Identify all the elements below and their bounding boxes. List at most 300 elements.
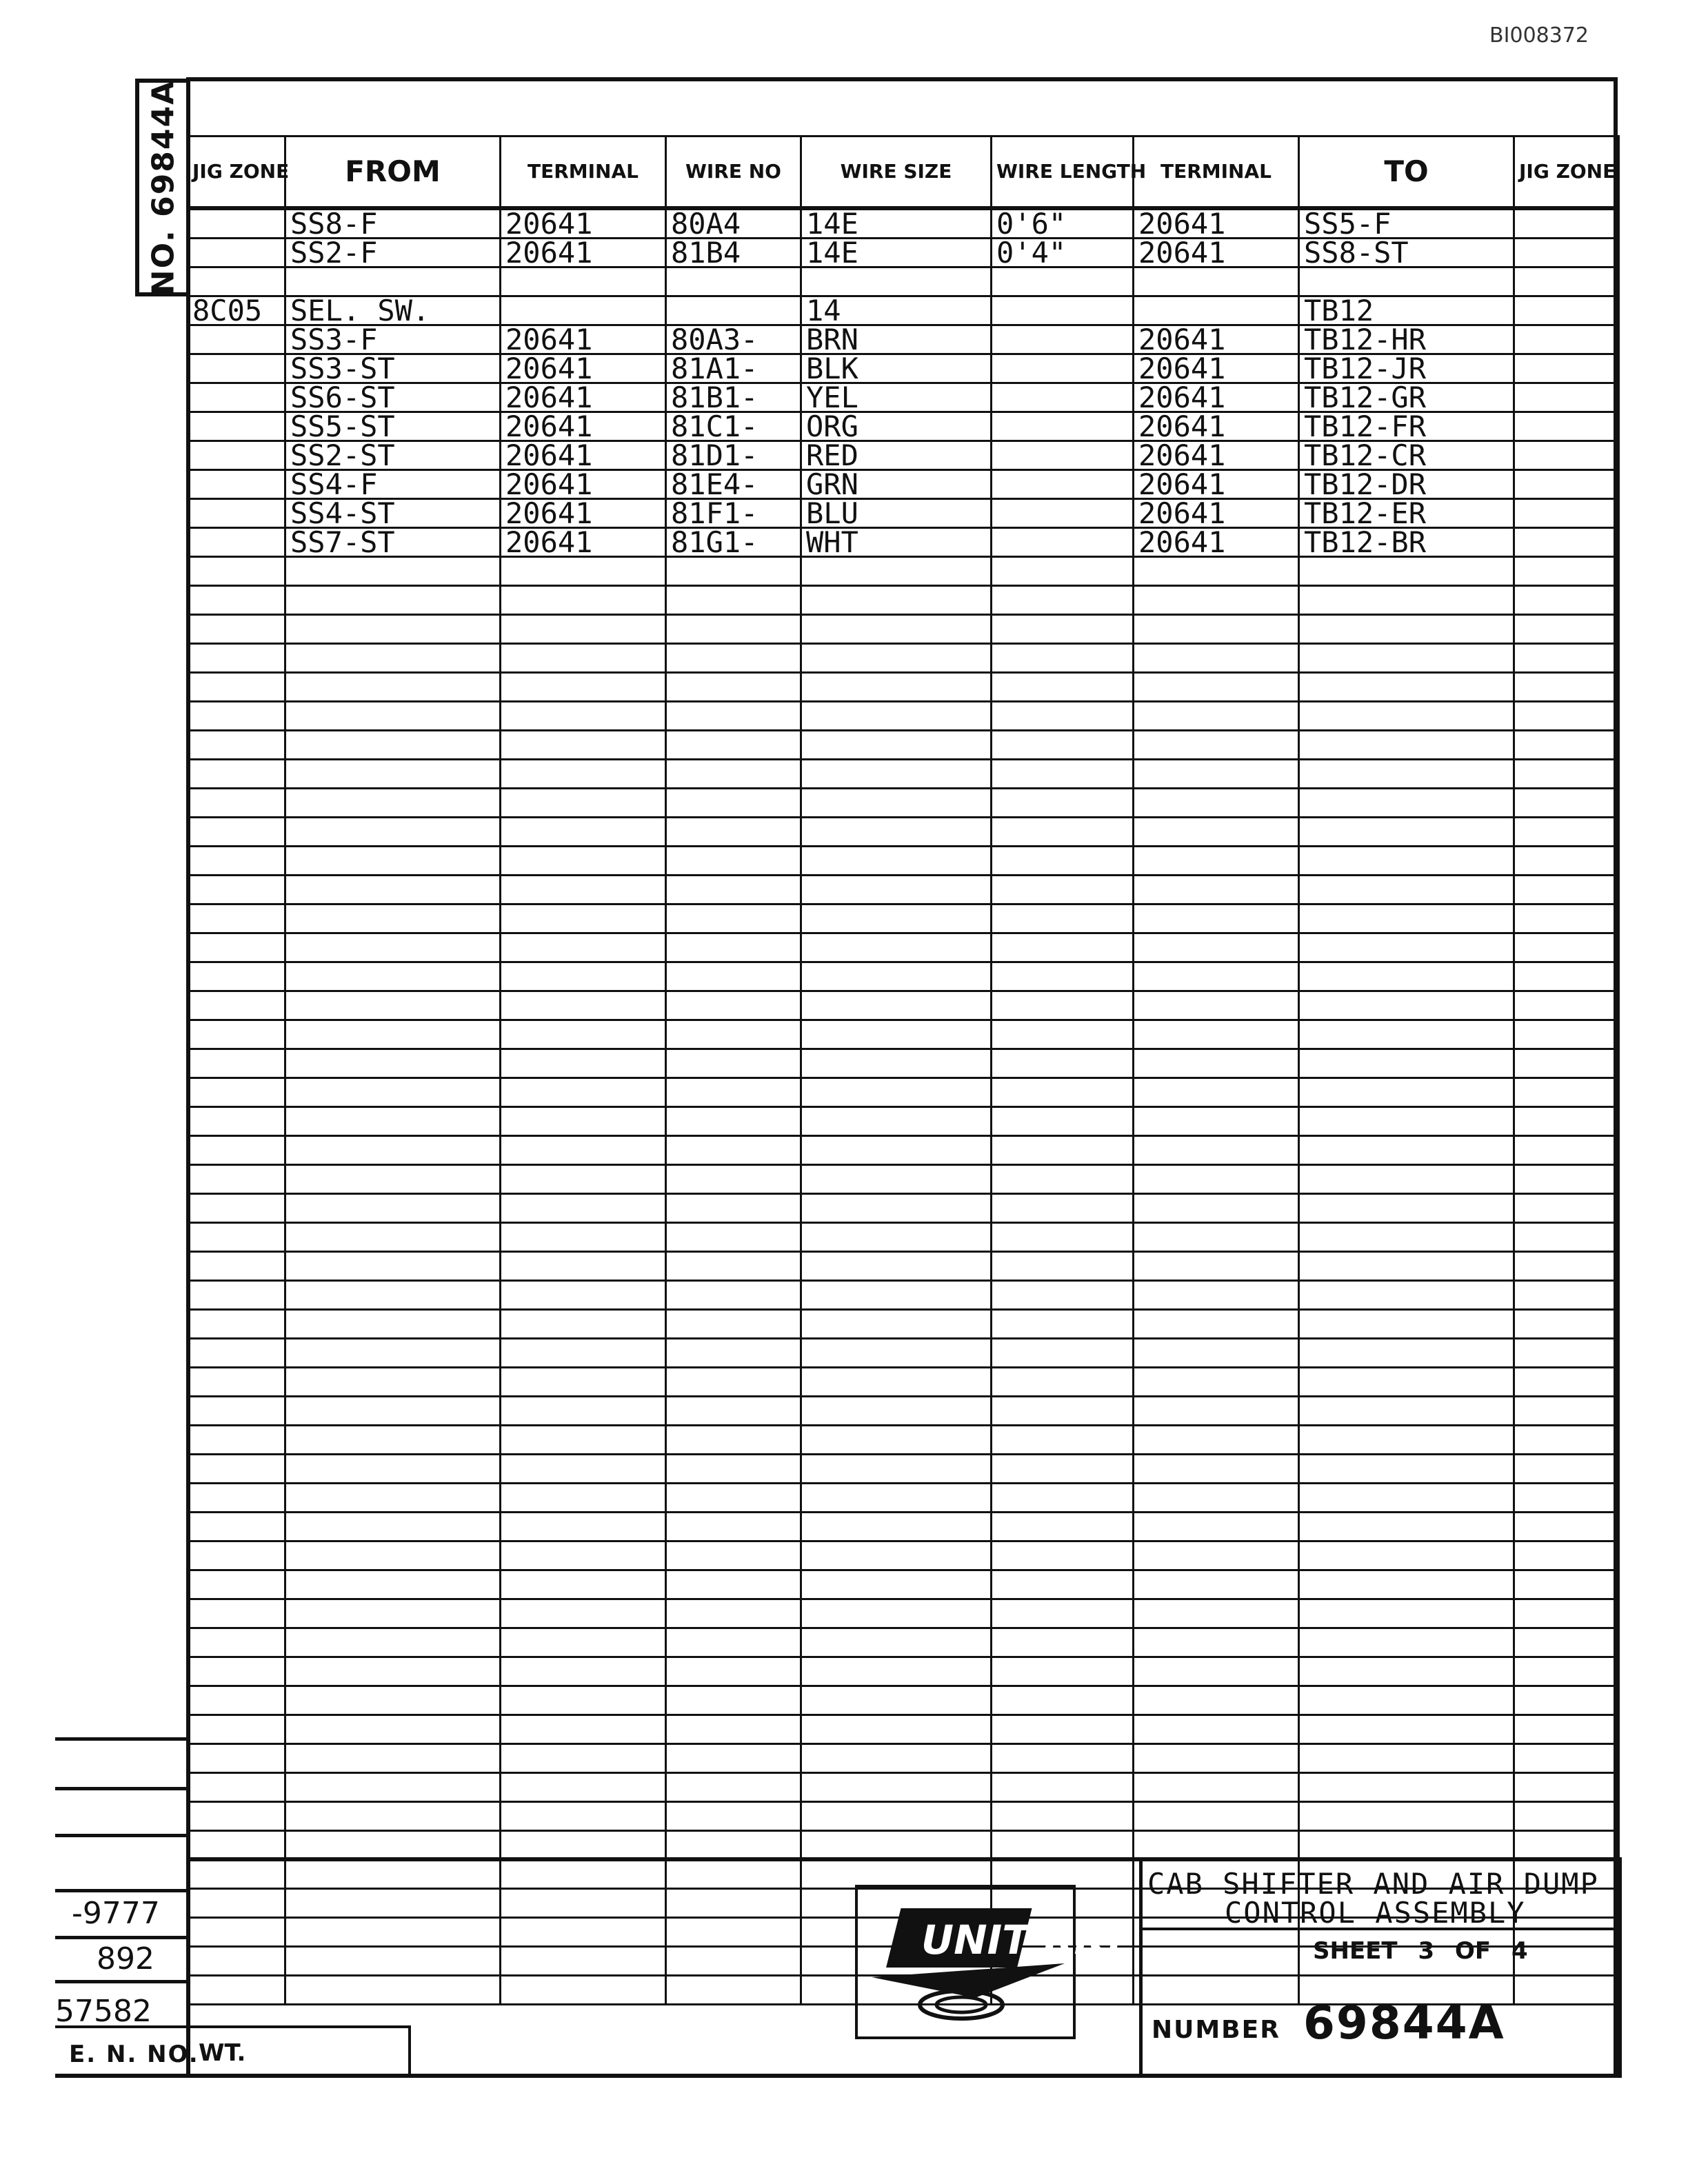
wire-size-cell [801, 1570, 992, 1599]
wire-size-cell: 14E [801, 239, 992, 267]
wire-no-cell [666, 1599, 801, 1628]
from-cell [285, 1368, 501, 1397]
revision-number: 57582 [55, 1994, 152, 2029]
drawing-title-line2: CONTROL ASSEMBLY [1225, 1896, 1526, 1930]
jig-zone-right-cell [1514, 1541, 1619, 1570]
jig-zone-right-cell [1514, 1368, 1619, 1397]
terminal-from-cell [501, 847, 666, 876]
jig-zone-cell [188, 499, 285, 528]
wire-length-cell [992, 876, 1134, 904]
terminal-to-cell [1134, 1657, 1299, 1686]
wire-size-cell [801, 1165, 992, 1194]
wire-length-cell [992, 1628, 1134, 1657]
table-row [188, 1715, 1619, 1744]
drawing-number-strip [135, 79, 188, 296]
table-row [188, 673, 1619, 702]
wire-no-cell: 81C1- [666, 412, 801, 441]
wire-size-cell [801, 1744, 992, 1773]
revision-number: -9777 [72, 1896, 160, 1931]
wire-no-cell [666, 1368, 801, 1397]
wire-length-cell [992, 1570, 1134, 1599]
wire-size-cell: ORG [801, 412, 992, 441]
wire-size-cell [801, 1310, 992, 1339]
wire-size-cell [801, 644, 992, 673]
terminal-from-cell [501, 1773, 666, 1802]
terminal-to-cell [1134, 731, 1299, 760]
wire-length-cell [992, 1049, 1134, 1078]
terminal-from-cell: 20641 [501, 383, 666, 412]
to-cell [1299, 615, 1514, 644]
jig-zone-cell [188, 1426, 285, 1455]
wire-size-cell [801, 1455, 992, 1484]
from-cell [285, 1686, 501, 1715]
wire-length-cell [992, 1773, 1134, 1802]
jig-zone-cell [188, 1484, 285, 1513]
wire-no-cell [666, 1281, 801, 1310]
to-cell: TB12-JR [1299, 354, 1514, 383]
wire-no-cell [666, 1686, 801, 1715]
wire-length-cell [992, 296, 1134, 325]
jig-zone-cell [188, 1657, 285, 1686]
jig-zone-cell [188, 1455, 285, 1484]
wire-size-cell [801, 1628, 992, 1657]
jig-zone-right-cell [1514, 325, 1619, 354]
to-cell: TB12 [1299, 296, 1514, 325]
from-cell [285, 1020, 501, 1049]
wire-no-cell [666, 991, 801, 1020]
to-cell [1299, 1136, 1514, 1165]
wire-size-cell [801, 1599, 992, 1628]
jig-zone-right-cell [1514, 557, 1619, 586]
from-cell [285, 1223, 501, 1252]
to-cell [1299, 1426, 1514, 1455]
jig-zone-cell [188, 1107, 285, 1136]
from-cell [285, 1773, 501, 1802]
jig-zone-right-cell [1514, 1744, 1619, 1773]
to-cell [1299, 1049, 1514, 1078]
jig-zone-right-cell [1514, 1426, 1619, 1455]
wire-length-cell: 0'6" [992, 208, 1134, 239]
jig-zone-right-cell [1514, 586, 1619, 615]
terminal-to-cell: 20641 [1134, 412, 1299, 441]
jig-zone-right-cell [1514, 702, 1619, 731]
table-row [188, 1368, 1619, 1397]
wire-no-cell [666, 904, 801, 933]
jig-zone-cell [188, 208, 285, 239]
terminal-from-cell [501, 1252, 666, 1281]
jig-zone-right-cell [1514, 1484, 1619, 1513]
wire-no-cell [666, 1773, 801, 1802]
jig-zone-cell [188, 962, 285, 991]
revision-line [55, 1834, 189, 1837]
from-cell [285, 1078, 501, 1107]
wire-no-cell [666, 557, 801, 586]
jig-zone-right-cell [1514, 818, 1619, 847]
wire-size-cell [801, 1339, 992, 1368]
table-row [188, 1599, 1619, 1628]
jig-zone-right-cell [1514, 991, 1619, 1020]
wire-size-cell [801, 1773, 992, 1802]
terminal-to-cell [1134, 1310, 1299, 1339]
wire-no-cell [666, 731, 801, 760]
table-row [188, 933, 1619, 962]
jig-zone-cell [188, 1281, 285, 1310]
terminal-to-cell [1134, 702, 1299, 731]
from-cell [285, 1541, 501, 1570]
wire-length-cell [992, 1541, 1134, 1570]
wire-length-cell [992, 1397, 1134, 1426]
wire-size-cell [801, 586, 992, 615]
jig-zone-cell [188, 760, 285, 789]
terminal-from-cell [501, 962, 666, 991]
terminal-from-cell [501, 1049, 666, 1078]
jig-zone-cell [188, 1397, 285, 1426]
jig-zone-cell [188, 354, 285, 383]
terminal-from-cell [501, 1310, 666, 1339]
to-cell [1299, 1802, 1514, 1831]
wire-size-cell: 14 [801, 296, 992, 325]
terminal-to-cell [1134, 673, 1299, 702]
terminal-to-cell [1134, 1339, 1299, 1368]
wire-no-cell: 81E4- [666, 470, 801, 499]
jig-zone-right-cell [1514, 673, 1619, 702]
table-row [188, 441, 1619, 470]
wire-length-cell [992, 904, 1134, 933]
header-jig-zone-right: JIG ZONE [1514, 136, 1619, 209]
terminal-from-cell: 20641 [501, 354, 666, 383]
terminal-to-cell: 20641 [1134, 383, 1299, 412]
table-row [188, 267, 1619, 296]
wire-length-cell [992, 1686, 1134, 1715]
table-row [188, 557, 1619, 586]
from-cell: SS3-F [285, 325, 501, 354]
from-cell [285, 1049, 501, 1078]
table-row [188, 1426, 1619, 1455]
wire-no-cell [666, 673, 801, 702]
terminal-from-cell [501, 1165, 666, 1194]
jig-zone-right-cell [1514, 731, 1619, 760]
terminal-from-cell [501, 1541, 666, 1570]
wire-length-cell [992, 673, 1134, 702]
terminal-to-cell [1134, 991, 1299, 1020]
terminal-from-cell [501, 1368, 666, 1397]
terminal-to-cell [1134, 1541, 1299, 1570]
table-row [188, 296, 1619, 325]
terminal-to-cell [1134, 644, 1299, 673]
jig-zone-cell [188, 1744, 285, 1773]
wire-size-cell [801, 876, 992, 904]
terminal-to-cell [1134, 847, 1299, 876]
wire-size-cell [801, 1252, 992, 1281]
revision-line [55, 1936, 189, 1939]
jig-zone-right-cell [1514, 354, 1619, 383]
to-cell [1299, 1484, 1514, 1513]
from-cell [285, 731, 501, 760]
from-cell [285, 933, 501, 962]
to-cell: TB12-GR [1299, 383, 1514, 412]
to-cell: TB12-CR [1299, 441, 1514, 470]
wire-no-cell [666, 1165, 801, 1194]
table-row [188, 1802, 1619, 1831]
to-cell [1299, 962, 1514, 991]
jig-zone-right-cell [1514, 1078, 1619, 1107]
wire-no-cell [666, 1628, 801, 1657]
wire-size-cell [801, 1802, 992, 1831]
terminal-from-cell [501, 1194, 666, 1223]
header-wire-size: WIRE SIZE [801, 136, 992, 209]
jig-zone-cell [188, 933, 285, 962]
jig-zone-right-cell [1514, 1455, 1619, 1484]
wire-length-cell [992, 1744, 1134, 1773]
to-cell [1299, 818, 1514, 847]
jig-zone-cell [188, 991, 285, 1020]
table-row [188, 1078, 1619, 1107]
jig-zone-right-cell [1514, 847, 1619, 876]
to-cell: TB12-HR [1299, 325, 1514, 354]
wire-no-cell [666, 1397, 801, 1426]
wire-no-cell [666, 760, 801, 789]
table-row [188, 1744, 1619, 1773]
wire-no-cell [666, 1252, 801, 1281]
terminal-from-cell [501, 1223, 666, 1252]
wire-no-cell [666, 1020, 801, 1049]
table-row [188, 962, 1619, 991]
table-row [188, 818, 1619, 847]
terminal-from-cell [501, 1339, 666, 1368]
jig-zone-right-cell [1514, 760, 1619, 789]
wire-length-cell [992, 1252, 1134, 1281]
terminal-from-cell [501, 673, 666, 702]
jig-zone-cell [188, 1831, 285, 1860]
to-cell [1299, 1513, 1514, 1541]
jig-zone-right-cell [1514, 1397, 1619, 1426]
jig-zone-right-cell [1514, 296, 1619, 325]
from-cell [285, 1397, 501, 1426]
terminal-to-cell [1134, 1281, 1299, 1310]
table-row [188, 904, 1619, 933]
wire-length-cell [992, 1281, 1134, 1310]
table-row [188, 991, 1619, 1020]
terminal-to-cell [1134, 1194, 1299, 1223]
table-row [188, 1194, 1619, 1223]
wire-length-cell [992, 1194, 1134, 1223]
table-row [188, 383, 1619, 412]
wire-size-cell [801, 702, 992, 731]
terminal-to-cell [1134, 1078, 1299, 1107]
wire-length-cell [992, 1136, 1134, 1165]
wire-no-cell: 81D1- [666, 441, 801, 470]
table-row [188, 760, 1619, 789]
terminal-to-cell: 20641 [1134, 528, 1299, 557]
from-cell [285, 1426, 501, 1455]
jig-zone-cell [188, 325, 285, 354]
terminal-from-cell [501, 1715, 666, 1744]
wire-length-cell [992, 557, 1134, 586]
jig-zone-right-cell [1514, 1802, 1619, 1831]
jig-zone-cell [188, 1686, 285, 1715]
table-row [188, 644, 1619, 673]
revision-line [55, 1787, 189, 1790]
from-cell [285, 1165, 501, 1194]
from-cell [285, 789, 501, 818]
jig-zone-cell [188, 1020, 285, 1049]
terminal-to-cell [1134, 557, 1299, 586]
terminal-from-cell [501, 1020, 666, 1049]
from-cell [285, 991, 501, 1020]
wire-size-cell [801, 1194, 992, 1223]
wire-length-cell [992, 1484, 1134, 1513]
jig-zone-cell [188, 239, 285, 267]
wire-no-cell [666, 644, 801, 673]
jig-zone-right-cell [1514, 1570, 1619, 1599]
jig-zone-right-cell [1514, 1831, 1619, 1860]
table-row [188, 499, 1619, 528]
jig-zone-cell [188, 1773, 285, 1802]
header-jig-zone-left: JIG ZONE [188, 136, 285, 209]
to-cell [1299, 760, 1514, 789]
terminal-to-cell [1134, 760, 1299, 789]
terminal-to-cell [1134, 1426, 1299, 1455]
jig-zone-cell [188, 528, 285, 557]
wire-length-cell [992, 383, 1134, 412]
wire-size-cell [801, 267, 992, 296]
to-cell [1299, 557, 1514, 586]
from-cell [285, 267, 501, 296]
wire-length-cell [992, 644, 1134, 673]
terminal-to-cell [1134, 1252, 1299, 1281]
wire-no-cell [666, 847, 801, 876]
wire-size-cell: BLK [801, 354, 992, 383]
jig-zone-cell [188, 876, 285, 904]
wire-length-cell [992, 354, 1134, 383]
title-divider [1139, 1928, 1622, 1930]
terminal-from-cell [501, 644, 666, 673]
from-cell [285, 557, 501, 586]
wire-no-cell [666, 1570, 801, 1599]
table-row [188, 412, 1619, 441]
jig-zone-cell [188, 1136, 285, 1165]
wire-length-cell [992, 1368, 1134, 1397]
from-cell: SS3-ST [285, 354, 501, 383]
jig-zone-cell [188, 1715, 285, 1744]
terminal-to-cell [1134, 818, 1299, 847]
from-cell [285, 904, 501, 933]
to-cell [1299, 702, 1514, 731]
wire-size-cell [801, 1049, 992, 1078]
to-cell [1299, 267, 1514, 296]
terminal-to-cell: 20641 [1134, 441, 1299, 470]
to-cell [1299, 1599, 1514, 1628]
terminal-to-cell [1134, 615, 1299, 644]
wire-no-cell [666, 1426, 801, 1455]
jig-zone-cell: 8C05 [188, 296, 285, 325]
terminal-from-cell [501, 731, 666, 760]
to-cell: SS8-ST [1299, 239, 1514, 267]
jig-zone-right-cell [1514, 383, 1619, 412]
jig-zone-cell [188, 1570, 285, 1599]
wire-no-cell: 81B4 [666, 239, 801, 267]
terminal-from-cell [501, 267, 666, 296]
jig-zone-right-cell [1514, 1773, 1619, 1802]
from-cell [285, 1744, 501, 1773]
terminal-from-cell [501, 1455, 666, 1484]
terminal-from-cell: 20641 [501, 208, 666, 239]
table-row [188, 208, 1619, 239]
jig-zone-cell [188, 1252, 285, 1281]
terminal-to-cell: 20641 [1134, 354, 1299, 383]
wire-length-cell [992, 325, 1134, 354]
jig-zone-right-cell [1514, 1599, 1619, 1628]
wire-size-cell [801, 1281, 992, 1310]
jig-zone-cell [188, 731, 285, 760]
wire-no-cell: 81A1- [666, 354, 801, 383]
wire-length-cell [992, 1513, 1134, 1541]
from-cell [285, 1715, 501, 1744]
logo-lettering: UNIT RIG [921, 1917, 1122, 1963]
wire-length-cell [992, 528, 1134, 557]
from-cell [285, 818, 501, 847]
jig-zone-right-cell [1514, 1310, 1619, 1339]
jig-zone-right-cell [1514, 1194, 1619, 1223]
terminal-from-cell [501, 1513, 666, 1541]
jig-zone-right-cell [1514, 1049, 1619, 1078]
wire-size-cell [801, 557, 992, 586]
terminal-to-cell: 20641 [1134, 470, 1299, 499]
table-row [188, 1484, 1619, 1513]
jig-zone-cell [188, 847, 285, 876]
en-number-label: E. N. NO. [69, 2041, 199, 2068]
table-row [188, 1165, 1619, 1194]
wire-no-cell [666, 789, 801, 818]
from-cell [285, 1570, 501, 1599]
wire-size-cell: BLU [801, 499, 992, 528]
wire-size-cell: BRN [801, 325, 992, 354]
revision-line [55, 1737, 189, 1741]
wire-size-cell [801, 962, 992, 991]
jig-zone-cell [188, 702, 285, 731]
jig-zone-right-cell [1514, 1657, 1619, 1686]
company-logo [855, 1885, 1122, 2039]
terminal-from-cell [501, 991, 666, 1020]
terminal-from-cell [501, 1078, 666, 1107]
terminal-to-cell [1134, 1802, 1299, 1831]
jig-zone-right-cell [1514, 904, 1619, 933]
wire-size-cell [801, 1107, 992, 1136]
from-cell [285, 847, 501, 876]
wire-length-cell [992, 1831, 1134, 1860]
document-id: BI008372 [1489, 23, 1589, 48]
wire-size-cell [801, 1426, 992, 1455]
wire-no-cell: 81F1- [666, 499, 801, 528]
terminal-from-cell [501, 296, 666, 325]
terminal-from-cell [501, 818, 666, 847]
header-from: FROM [285, 136, 501, 209]
table-row [188, 1831, 1619, 1860]
terminal-to-cell [1134, 586, 1299, 615]
wire-length-cell [992, 1455, 1134, 1484]
wire-size-cell [801, 1223, 992, 1252]
revision-line [55, 1889, 189, 1892]
jig-zone-cell [188, 818, 285, 847]
from-cell [285, 1513, 501, 1541]
jig-zone-right-cell [1514, 208, 1619, 239]
to-cell [1299, 1107, 1514, 1136]
wire-no-cell [666, 1455, 801, 1484]
from-cell [285, 1252, 501, 1281]
to-cell [1299, 644, 1514, 673]
wire-no-cell [666, 1136, 801, 1165]
table-row [188, 1136, 1619, 1165]
